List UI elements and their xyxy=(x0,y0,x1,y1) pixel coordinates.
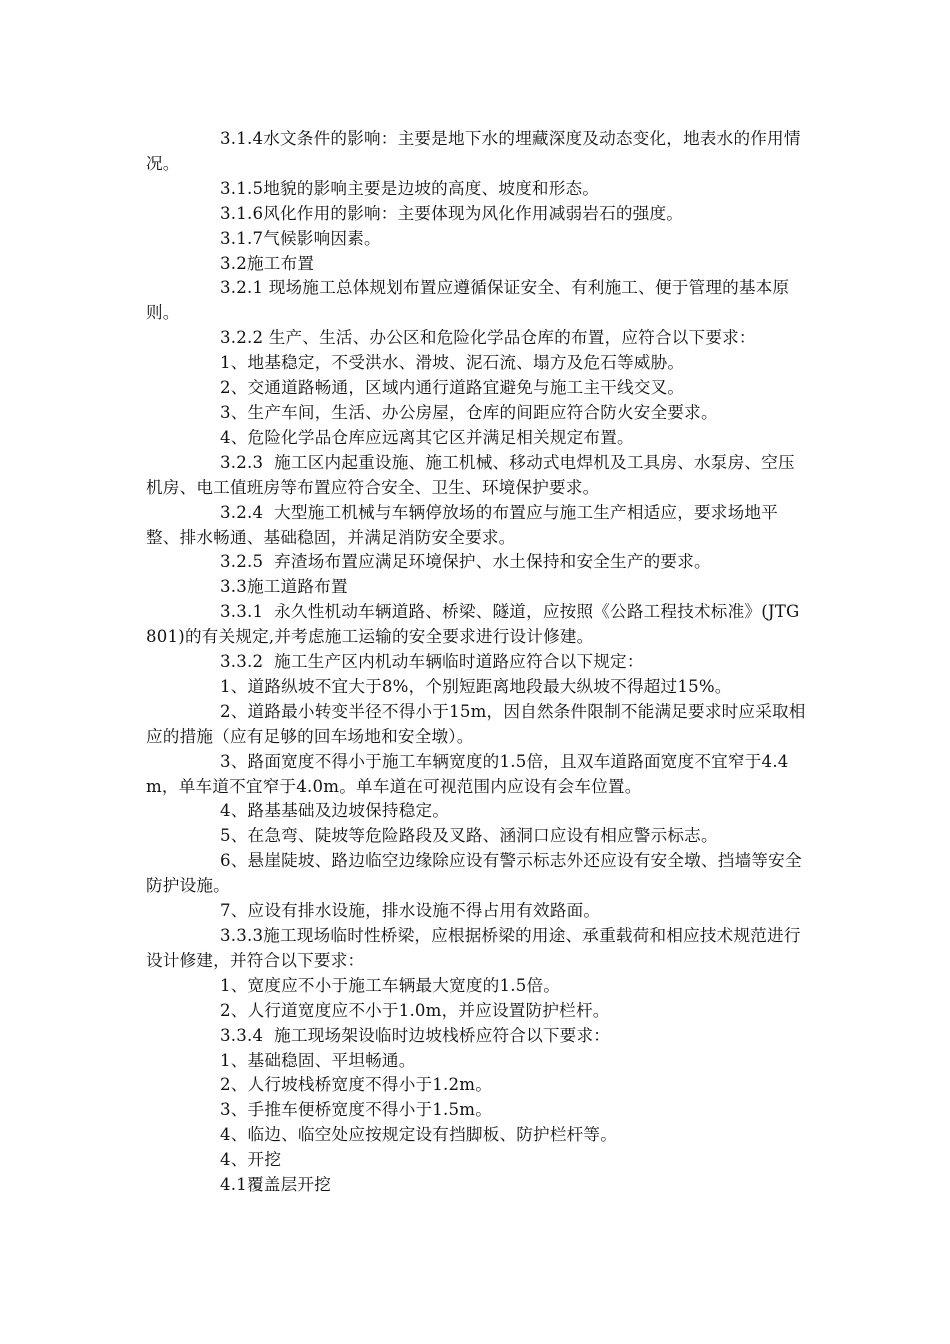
paragraph: 3.2.4 大型施工机械与车辆停放场的布置应与施工生产相适应，要求场地平整、排水畅通、基础稳固，并满足消防安全要求。 xyxy=(146,502,778,547)
paragraph: 3.1.6风化作用的影响：主要体现为风化作用减弱岩石的强度。 xyxy=(220,203,684,223)
paragraph: 3.1.4水文条件的影响：主要是地下水的埋藏深度及动态变化，地表水的作用情况。 xyxy=(146,129,801,173)
paragraph: 7、应设有排水设施，排水设施不得占用有效路面。 xyxy=(220,901,601,921)
paragraph: 3.1.5地貌的影响主要是边坡的高度、坡度和形态。 xyxy=(220,178,600,198)
paragraph: 6、悬崖陡坡、路边临空边缘除应设有警示标志外还应设有安全墩、挡墙等安全防护设施。 xyxy=(146,851,802,896)
paragraph: 1、地基稳定，不受洪水、滑坡、泥石流、塌方及危石等威胁。 xyxy=(220,353,685,373)
paragraph: 4、路基基础及边坡保持稳定。 xyxy=(220,801,450,821)
paragraph: 3.2施工布置 xyxy=(220,253,315,273)
paragraph: 3、生产车间，生活、办公房屋，仓库的间距应符合防火安全要求。 xyxy=(220,402,718,422)
paragraph: 3.2.5 弃渣场布置应满足环境保护、水土保持和安全生产的要求。 xyxy=(220,552,711,572)
paragraph: 3.3.3施工现场临时性桥梁，应根据桥梁的用途、承重载荷和相应技术规范进行设计修建，并符合以下要求： xyxy=(146,926,801,970)
paragraph: 3.2.1 现场施工总体规划布置应遵循保证安全、有利施工、便于管理的基本原则。 xyxy=(146,278,790,323)
paragraph: 3、手推车便桥宽度不得小于1.5m。 xyxy=(220,1100,492,1120)
paragraph: 2、人行道宽度应不小于1.0m，并应设置防护栏杆。 xyxy=(220,1000,610,1020)
paragraph: 1、宽度应不小于施工车辆最大宽度的1.5倍。 xyxy=(220,975,561,995)
paragraph: 4、开挖 xyxy=(220,1150,282,1170)
paragraph: 2、道路最小转变半径不得小于15m，因自然条件限制不能满足要求时应采取相应的措施（应有足够的回车场地和安全墩）。 xyxy=(146,701,806,746)
paragraph: 4、临边、临空处应按规定设有挡脚板、防护栏杆等。 xyxy=(220,1125,618,1145)
document-body xyxy=(146,127,806,1198)
paragraph: 1、道路纵坡不宜大于8%，个别短距离地段最大纵坡不得超过15%。 xyxy=(220,676,732,696)
paragraph: 2、交通道路畅通，区域内通行道路宜避免与施工主干线交叉。 xyxy=(220,378,685,398)
paragraph: 3.2.3 施工区内起重设施、施工机械、移动式电焊机及工具房、水泵房、空压机房、电工值班房等布置应符合安全、卫生、环境保护要求。 xyxy=(146,452,795,497)
paragraph: 3.3.4 施工现场架设临时边坡栈桥应符合以下要求： xyxy=(220,1025,611,1045)
paragraph: 3.3.1 永久性机动车辆道路、桥梁、隧道，应按照《公路工程技术标准》(JTG 801)的有关规定,并考虑施工运输的安全要求进行设计修建。 xyxy=(146,602,805,647)
paragraph: 2、人行坡栈桥宽度不得小于1.2m。 xyxy=(220,1075,492,1095)
paragraph: 3.3.2 施工生产区内机动车辆临时道路应符合以下规定： xyxy=(220,652,644,672)
paragraph: 3.3施工道路布置 xyxy=(220,577,348,597)
paragraph: 4.1覆盖层开挖 xyxy=(220,1175,331,1195)
paragraph: 5、在急弯、陡坡等危险路段及叉路、涵洞口应设有相应警示标志。 xyxy=(220,826,718,846)
paragraph: 4、危险化学品仓库应远离其它区并满足相关规定布置。 xyxy=(220,427,634,447)
paragraph: 3.1.7气候影响因素。 xyxy=(220,228,381,248)
paragraph: 3、路面宽度不得小于施工车辆宽度的1.5倍，且双车道路面宽度不宜窄于4.4m，单车道不宜窄于4.0m。单车道在可视范围内应设有会车位置。 xyxy=(146,751,789,796)
paragraph: 3.2.2 生产、生活、办公区和危险化学品仓库的布置，应符合以下要求： xyxy=(220,328,756,348)
paragraph: 1、基础稳固、平坦畅通。 xyxy=(220,1050,416,1070)
